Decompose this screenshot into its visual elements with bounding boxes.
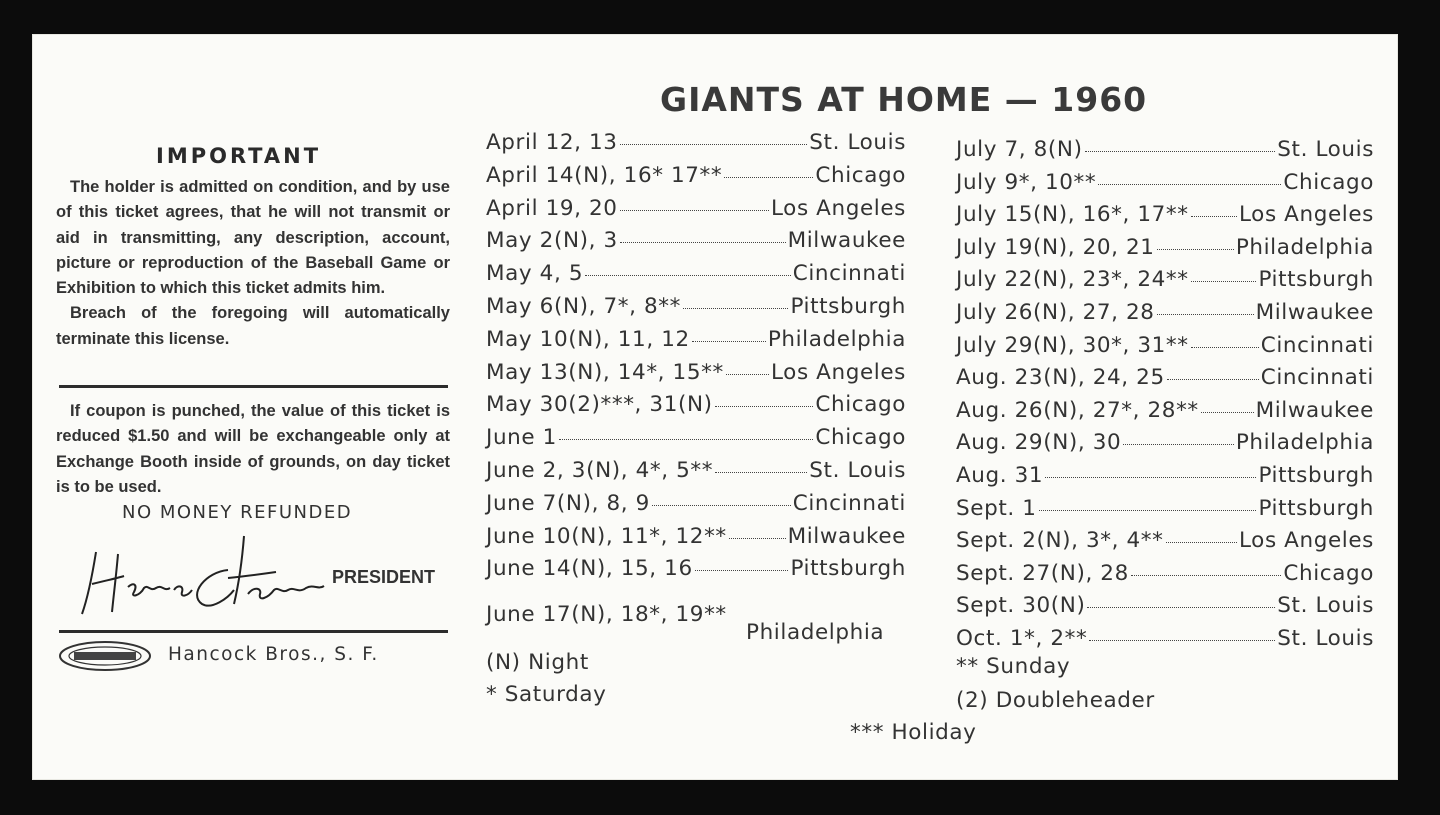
opponent-team: St. Louis [809, 458, 906, 483]
game-dates: Sept. 30(N) [956, 593, 1086, 619]
opponent-team: Pittsburgh [1258, 267, 1374, 293]
divider [59, 630, 448, 633]
leader-dots [715, 472, 807, 473]
game-dates: May 4, 5 [486, 261, 584, 287]
schedule-row [486, 261, 906, 286]
schedule-row [956, 561, 1374, 586]
leader-dots [1098, 184, 1281, 185]
schedule-row [486, 556, 906, 581]
schedule-row [486, 294, 906, 319]
game-dates: June 2, 3(N), 4*, 5** [486, 458, 714, 483]
leader-dots [729, 538, 786, 539]
legend-night: (N) Night [486, 650, 589, 675]
schedule-row [486, 228, 906, 253]
schedule-row [486, 163, 906, 188]
opponent-team: Chicago [1283, 169, 1374, 195]
schedule-row [486, 425, 906, 450]
game-dates: July 26(N), 27, 28 [956, 300, 1155, 325]
opponent-team: Milwaukee [1255, 300, 1374, 325]
leader-dots [1167, 379, 1259, 380]
game-dates: April 12, 13 [486, 130, 618, 155]
schedule-row [956, 430, 1374, 455]
schedule-row [956, 300, 1374, 325]
leader-dots [620, 242, 786, 243]
schedule-row [956, 137, 1374, 162]
leader-dots [692, 341, 766, 342]
opponent-team: Cincinnati [1260, 332, 1374, 358]
leader-dots [1157, 314, 1254, 315]
breach-paragraph: Breach of the foregoing will automatically terminate this license. [56, 304, 450, 348]
schedule-row [486, 458, 906, 483]
schedule-row [956, 333, 1374, 358]
opponent-team: Philadelphia [1235, 430, 1374, 456]
ticket-card [32, 34, 1398, 780]
leader-dots [1131, 575, 1282, 576]
important-heading: IMPORTANT [156, 144, 322, 168]
schedule-row [486, 327, 906, 352]
opponent-team: Philadelphia [767, 326, 906, 352]
leader-dots [1201, 412, 1254, 413]
game-dates: July 29(N), 30*, 31** [956, 332, 1189, 358]
schedule-row [956, 593, 1374, 618]
game-dates: July 15(N), 16*, 17** [956, 202, 1189, 228]
leader-dots [1087, 607, 1275, 608]
game-dates: May 13(N), 14*, 15** [486, 359, 724, 385]
union-label-logo [58, 640, 152, 672]
opponent-team: Chicago [815, 162, 906, 188]
leader-dots [1191, 347, 1259, 348]
game-dates: Oct. 1*, 2** [956, 626, 1088, 651]
opponent-team: Milwaukee [1255, 397, 1374, 423]
opponent-team: St. Louis [1277, 593, 1374, 619]
schedule-row [486, 360, 906, 385]
leader-dots [1157, 249, 1234, 250]
leader-dots [652, 505, 791, 506]
legend-doubleheader: (2) Doubleheader [956, 688, 1155, 713]
game-dates: June 1 [486, 425, 557, 451]
game-dates: June 7(N), 8, 9 [486, 490, 650, 516]
conditions-paragraph: The holder is admitted on condition, and by use of this ticket agrees, that he will not transmit or aid in transmitting, any description, account, picture or reproduction of the Baseball Game or Exhibition to which this ticket admits him. [56, 178, 450, 298]
game-dates: June 14(N), 15, 16 [486, 556, 693, 582]
schedule-row [956, 235, 1374, 260]
opponent-team: Chicago [815, 392, 906, 418]
game-dates: May 6(N), 7*, 8** [486, 294, 681, 319]
opponent-team: Milwaukee [787, 523, 906, 549]
legend-sunday: ** Sunday [956, 654, 1071, 679]
conditions-text [56, 175, 450, 352]
schedule-row [956, 463, 1374, 488]
game-dates: Sept. 1 [956, 495, 1037, 521]
printer-credit: Hancock Bros., S. F. [168, 644, 379, 665]
leader-dots [724, 177, 813, 178]
game-dates: Aug. 23(N), 24, 25 [956, 365, 1165, 391]
schedule-row [956, 202, 1374, 227]
leader-dots [715, 406, 814, 407]
game-dates: Sept. 27(N), 28 [956, 560, 1129, 586]
no-refund-notice: NO MONEY REFUNDED [122, 502, 353, 523]
opponent-team: Pittsburgh [790, 556, 906, 582]
opponent-team: Pittsburgh [790, 294, 906, 319]
game-dates: April 14(N), 16* 17** [486, 162, 723, 188]
leader-dots [1085, 151, 1276, 152]
legend-holiday: *** Holiday [850, 720, 977, 745]
game-dates: July 22(N), 23*, 24** [956, 267, 1189, 293]
leader-dots [1166, 542, 1237, 543]
leader-dots [1123, 444, 1234, 445]
opponent-team: Los Angeles [1238, 528, 1374, 554]
schedule-row [956, 528, 1374, 553]
leader-dots [1039, 510, 1257, 511]
game-dates: Sept. 2(N), 3*, 4** [956, 528, 1164, 554]
opponent-team: Los Angeles [770, 195, 906, 221]
president-signature [78, 532, 328, 622]
leader-dots [683, 308, 788, 309]
leader-dots [1045, 477, 1256, 478]
schedule-row [956, 170, 1374, 195]
schedule-row [956, 267, 1374, 292]
schedule-row [486, 130, 906, 155]
opponent-team: Chicago [1283, 560, 1374, 586]
opponent-team: Pittsburgh [1258, 463, 1374, 488]
divider [59, 385, 448, 388]
game-dates: May 2(N), 3 [486, 228, 618, 254]
signer-title: PRESIDENT [332, 567, 436, 587]
opponent-team: Los Angeles [770, 359, 906, 385]
game-dates: June 10(N), 11*, 12** [486, 523, 727, 549]
schedule-row [486, 196, 906, 221]
june17-team: Philadelphia [746, 620, 885, 645]
leader-dots [726, 374, 769, 375]
opponent-team: Los Angeles [1238, 202, 1374, 228]
leader-dots [559, 439, 813, 440]
coupon-text [56, 399, 450, 500]
legend-saturday: * Saturday [486, 682, 607, 707]
leader-dots [585, 275, 791, 276]
opponent-team: Pittsburgh [1258, 495, 1374, 521]
opponent-team: St. Louis [1277, 137, 1374, 162]
game-dates: July 19(N), 20, 21 [956, 234, 1155, 260]
opponent-team: St. Louis [1277, 626, 1374, 651]
opponent-team: Cincinnati [792, 490, 906, 516]
schedule-row [956, 398, 1374, 423]
schedule-row [956, 365, 1374, 390]
coupon-paragraph: If coupon is punched, the value of this ticket is reduced $1.50 and will be exchangeable only at Exchange Booth inside of grounds, on day ticket is to be used. [56, 402, 450, 496]
game-dates: May 10(N), 11, 12 [486, 326, 690, 352]
opponent-team: Chicago [815, 425, 906, 451]
game-dates: July 9*, 10** [956, 169, 1097, 195]
schedule-row [486, 491, 906, 516]
june17-date: June 17(N), 18*, 19** [486, 602, 727, 627]
leader-dots [620, 144, 808, 145]
schedule-row [486, 524, 906, 549]
opponent-team: St. Louis [809, 130, 906, 155]
schedule-title: GIANTS AT HOME — 1960 [660, 80, 1148, 119]
opponent-team: Philadelphia [1235, 234, 1374, 260]
leader-dots [695, 570, 789, 571]
leader-dots [1191, 281, 1257, 282]
opponent-team: Cincinnati [792, 261, 906, 287]
game-dates: July 7, 8(N) [956, 137, 1083, 162]
leader-dots [1191, 216, 1237, 217]
opponent-team: Cincinnati [1260, 365, 1374, 391]
leader-dots [1089, 640, 1275, 641]
schedule-row [956, 496, 1374, 521]
opponent-team: Milwaukee [787, 228, 906, 254]
game-dates: Aug. 31 [956, 463, 1044, 488]
schedule-row [956, 626, 1374, 651]
game-dates: May 30(2)***, 31(N) [486, 392, 713, 418]
game-dates: April 19, 20 [486, 195, 618, 221]
game-dates: Aug. 26(N), 27*, 28** [956, 397, 1199, 423]
leader-dots [620, 210, 769, 211]
game-dates: Aug. 29(N), 30 [956, 430, 1122, 456]
schedule-row [486, 392, 906, 417]
